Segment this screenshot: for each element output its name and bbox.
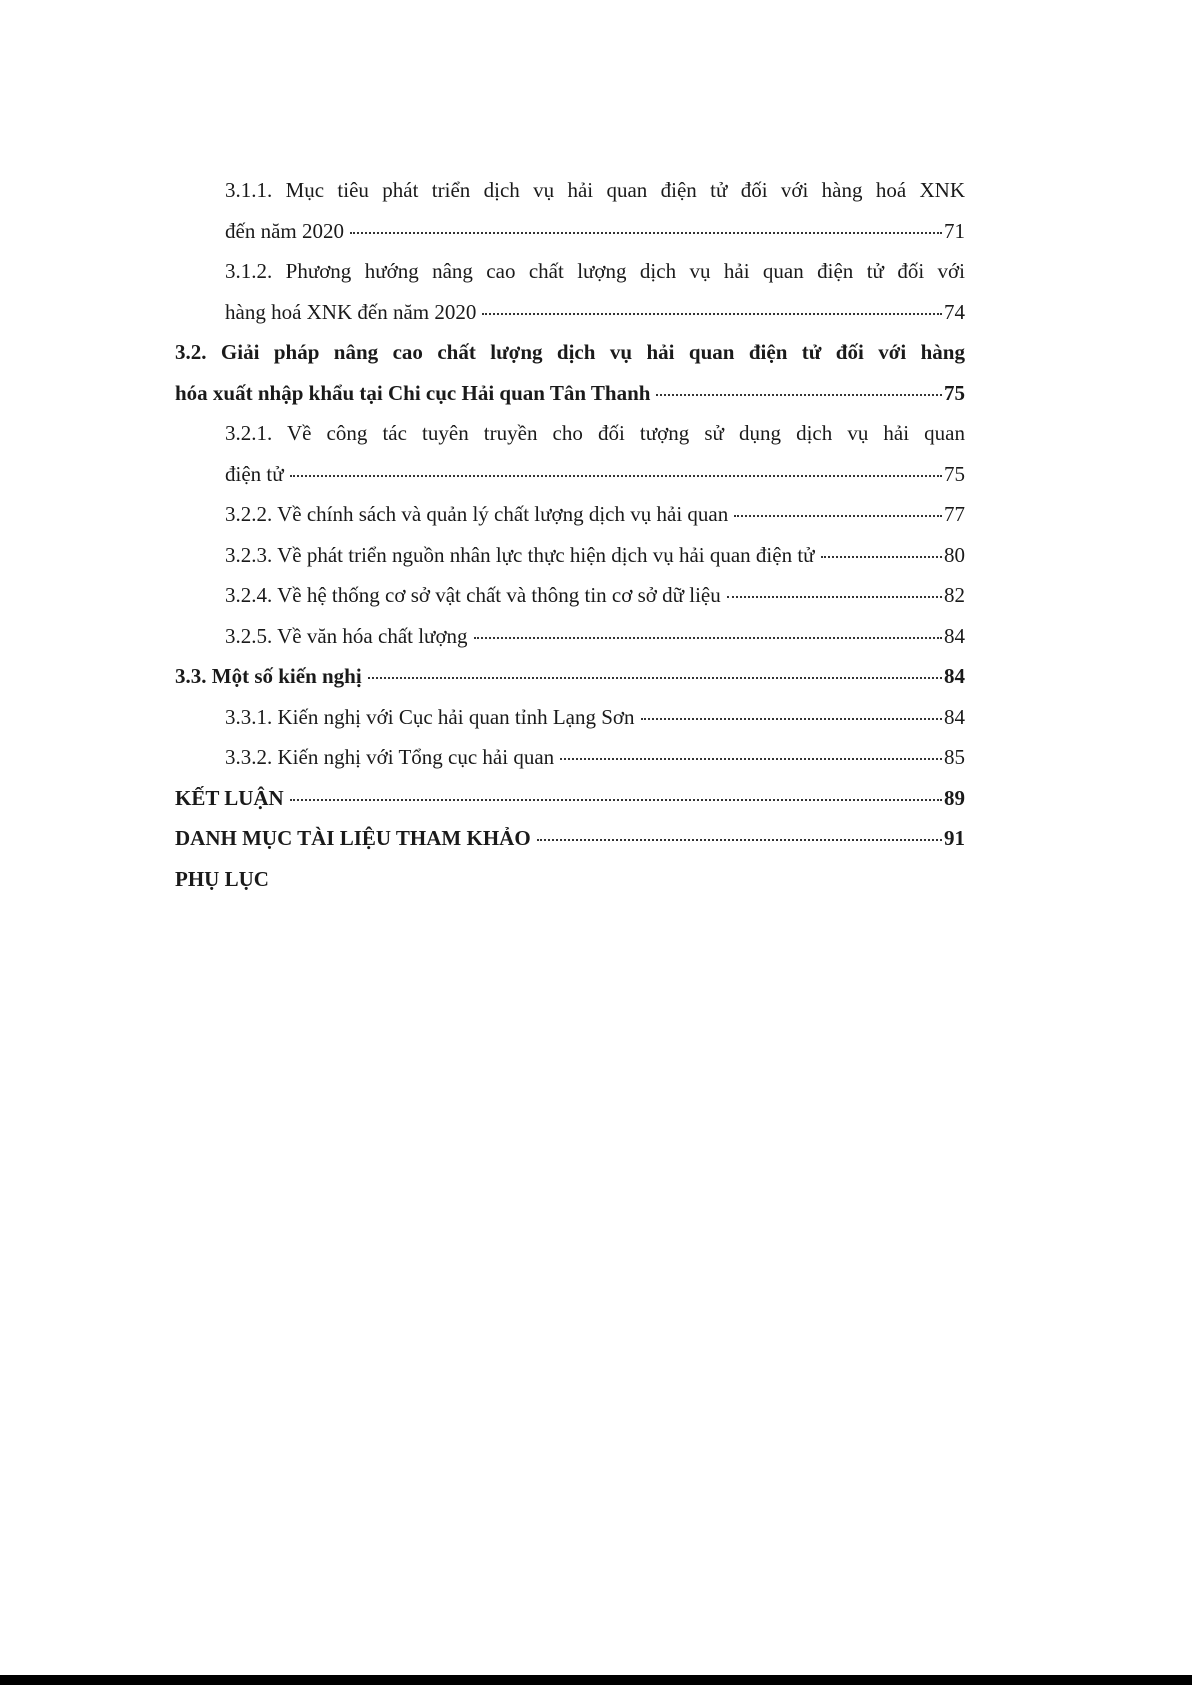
- toc-entry-text: 3.3. Một số kiến nghị: [175, 664, 362, 688]
- dot-leader: [656, 379, 942, 400]
- dot-leader: [474, 622, 942, 643]
- toc-entry-text: 3.2.3. Về phát triển nguồn nhân lực thực hiện dịch vụ hải quan điện tử: [225, 542, 815, 567]
- dot-leader: [290, 460, 942, 481]
- dot-leader: [368, 662, 942, 683]
- toc-entry-3-2-3: [175, 535, 965, 576]
- dot-leader: [727, 581, 942, 602]
- table-of-contents: [175, 170, 965, 899]
- toc-entry-3-3-1: [175, 697, 965, 738]
- toc-page-number: 84: [944, 704, 965, 729]
- toc-entry-3-2-1-a: [175, 413, 965, 454]
- dot-leader: [290, 784, 942, 805]
- toc-entry-text: 3.1.2. Phương hướng nâng cao chất lượng dịch vụ hải quan điện tử đối với: [225, 259, 965, 283]
- toc-entry-text: 3.3.2. Kiến nghị với Tổng cục hải quan: [225, 745, 555, 769]
- toc-page-number: 82: [944, 583, 965, 607]
- toc-entry-3-1-2-a: [175, 251, 965, 292]
- toc-entry-3-3-2: [175, 737, 965, 778]
- toc-entry-phu-luc: [175, 859, 965, 900]
- toc-entry-text: hóa xuất nhập khẩu tại Chi cục Hải quan Tân Thanh: [175, 380, 651, 405]
- toc-page-number: 80: [944, 542, 965, 567]
- toc-entry-text: điện tử: [225, 461, 284, 486]
- toc-page-number: 75: [944, 461, 965, 486]
- toc-entry-3-2-b: [175, 373, 965, 414]
- dot-leader: [734, 500, 942, 521]
- toc-entry-3-3: [175, 656, 965, 697]
- toc-entry-ket-luan: [175, 778, 965, 819]
- toc-entry-text: đến năm 2020: [225, 218, 344, 243]
- dot-leader: [537, 824, 942, 845]
- toc-entry-text: PHỤ LỤC: [175, 866, 269, 891]
- toc-entry-text: hàng hoá XNK đến năm 2020: [225, 299, 477, 324]
- toc-entry-3-1-2-b: [175, 292, 965, 333]
- toc-page-number: 71: [944, 218, 965, 243]
- toc-page-number: 91: [944, 826, 965, 850]
- toc-page-number: 75: [944, 380, 965, 405]
- dot-leader: [641, 703, 943, 724]
- dot-leader: [821, 541, 942, 562]
- toc-page-number: 89: [944, 785, 965, 810]
- toc-entry-3-2-2: [175, 494, 965, 535]
- toc-entry-text: 3.3.1. Kiến nghị với Cục hải quan tỉnh Lạng Sơn: [225, 704, 635, 729]
- dot-leader: [482, 298, 942, 319]
- toc-page-number: 84: [944, 664, 965, 688]
- dot-leader: [350, 217, 942, 238]
- toc-page-number: 77: [944, 502, 965, 526]
- toc-entry-text: 3.2.2. Về chính sách và quản lý chất lượng dịch vụ hải quan: [225, 502, 729, 526]
- dot-leader: [560, 743, 942, 764]
- toc-page-number: 74: [944, 299, 965, 324]
- toc-entry-3-1-1-b: [175, 211, 965, 252]
- toc-entry-text: 3.2.1. Về công tác tuyên truyền cho đối tượng sử dụng dịch vụ hải quan: [225, 421, 965, 445]
- toc-entry-text: 3.2.5. Về văn hóa chất lượng: [225, 623, 468, 648]
- toc-entry-3-2-a: [175, 332, 965, 373]
- toc-entry-3-1-1-a: [175, 170, 965, 211]
- toc-entry-tai-lieu: [175, 818, 965, 859]
- toc-entry-text: 3.2. Giải pháp nâng cao chất lượng dịch vụ hải quan điện tử đối với hàng: [175, 340, 965, 364]
- toc-page-number: 84: [944, 623, 965, 648]
- toc-entry-3-2-4: [175, 575, 965, 616]
- bottom-edge-bar: [0, 1675, 1192, 1685]
- toc-entry-text: 3.2.4. Về hệ thống cơ sở vật chất và thông tin cơ sở dữ liệu: [225, 583, 721, 607]
- toc-entry-3-2-1-b: [175, 454, 965, 495]
- toc-entry-3-2-5: [175, 616, 965, 657]
- toc-entry-text: DANH MỤC TÀI LIỆU THAM KHẢO: [175, 826, 531, 850]
- toc-entry-text: KẾT LUẬN: [175, 785, 284, 810]
- toc-page-number: 85: [944, 745, 965, 769]
- toc-entry-text: 3.1.1. Mục tiêu phát triển dịch vụ hải quan điện tử đối với hàng hoá XNK: [225, 178, 965, 202]
